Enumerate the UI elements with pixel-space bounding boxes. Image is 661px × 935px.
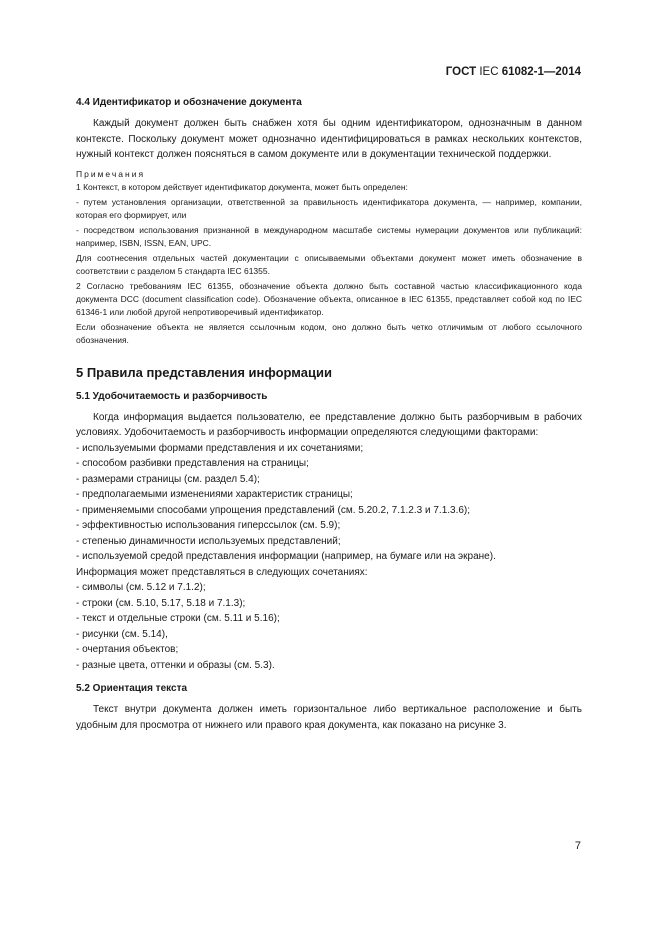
section-4-4-heading: 4.4 Идентификатор и обозначение документа xyxy=(76,97,302,108)
note-item: Для соотнесения отдельных частей документации с описываемыми объектами документ может иметь обозначение в соответствии с разделом 5 стандарта IEC 61355. xyxy=(76,252,582,276)
list-item: - предполагаемыми изменениями характеристик страницы; xyxy=(76,489,353,500)
section-5-1-paragraph: Когда информация выдается пользователю, ее представление должно быть разборчивым в рабочих условиях. Удобочитаемость и разборчивость информации определяются следующими факторами: xyxy=(76,411,582,438)
list-item: - используемыми формами представления и их сочетаниями; xyxy=(76,442,364,454)
list-item: - размерами страницы (см. раздел 5.4); xyxy=(76,473,260,485)
note-item: 2 Согласно требованиям IEC 61355, обозначение объекта должно быть составной частью классификационного кода документа DCC (document classification code). Обозначение объекта, описанное в IEC 61355, представляет собой код по IEC 61346-1 или любой другой непротиворечивый идентификатор. xyxy=(76,280,582,317)
list-item: - разные цвета, оттенки и образы (см. 5.3). xyxy=(76,659,275,671)
notes-heading: Примечания xyxy=(76,168,146,179)
note-item: Если обозначение объекта не является ссылочным кодом, оно должно быть четко отличимым от любого ссылочного обозначения. xyxy=(76,321,582,345)
section-5-2-heading: 5.2 Ориентация текста xyxy=(76,683,188,694)
combinations-list xyxy=(76,580,582,673)
list-item: - рисунки (см. 5.14), xyxy=(76,628,168,640)
list-item: - степенью динамичности используемых представлений; xyxy=(76,535,341,547)
section-5-1-heading: 5.1 Удобочитаемость и разборчивость xyxy=(76,390,268,402)
list-item: - очертания объектов; xyxy=(76,644,179,655)
header-mid: IEC xyxy=(479,66,499,78)
note-item: - путем установления организации, ответственной за правильность идентификатора документа, — например, компании, которая его формирует, или xyxy=(76,196,582,220)
section-5-2-paragraph: Текст внутри документа должен иметь горизонтальное либо вертикальное расположение и быть удобным для просмотра от нижнего или правого края документа, как показано на рисунке 3. xyxy=(76,704,582,731)
header-prefix: ГОСТ xyxy=(445,66,477,78)
page-content xyxy=(76,96,582,733)
list-item: - способом разбивки представления на страницы; xyxy=(76,458,309,469)
list-item: - строки (см. 5.10, 5.17, 5.18 и 7.1.3); xyxy=(76,597,246,609)
list-item: - текст и отдельные строки (см. 5.11 и 5.16); xyxy=(76,613,280,624)
list-item: - символы (см. 5.12 и 7.1.2); xyxy=(76,582,206,593)
note-item: 1 Контекст, в котором действует идентификатор документа, может быть определен: xyxy=(76,181,408,192)
page-number: 7 xyxy=(574,840,581,852)
section-5-heading: 5 Правила представления информации xyxy=(76,364,332,380)
standard-header xyxy=(446,66,581,78)
factors-list xyxy=(76,441,582,565)
list-item: - применяемыми способами упрощения представлений (см. 5.20.2, 7.1.2.3 и 7.1.3.6); xyxy=(76,504,471,516)
list-item: - используемой средой представления информации (например, на бумаге или на экране). xyxy=(76,551,496,562)
list-item: - эффективностью использования гиперссылок (см. 5.9); xyxy=(76,520,341,531)
combinations-intro: Информация может представляться в следующих сочетаниях: xyxy=(76,566,368,578)
section-4-4-paragraph: Каждый документ должен быть снабжен хотя бы одним идентификатором, однозначным в данном контексте. Поскольку документ может однозначно идентифицироваться в рамках нескольких контекстов, нужный контекст должен поясняться в самом документе или в документации технической поддержки. xyxy=(76,118,582,160)
header-code: 61082-1—2014 xyxy=(501,66,581,78)
note-item: - посредством использования признанной в международном масштабе системы нумерации документов или публикаций: например, ISBN, ISSN, EAN, UPC. xyxy=(76,224,582,248)
